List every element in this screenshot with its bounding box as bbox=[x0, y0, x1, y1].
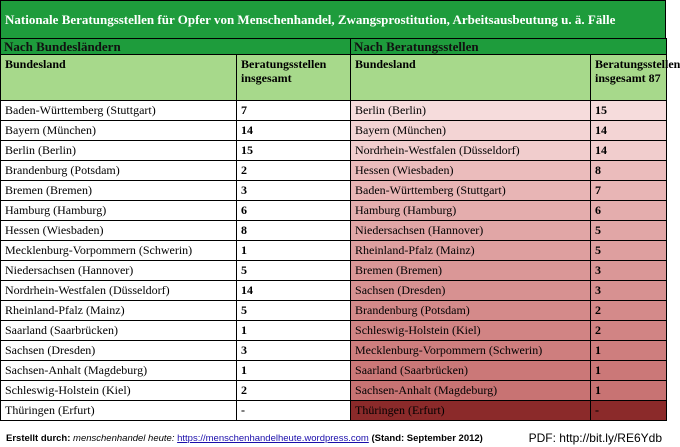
table-body bbox=[1, 101, 667, 421]
left-state-cell: Berlin (Berlin) bbox=[1, 141, 237, 161]
table-row bbox=[1, 221, 667, 241]
footer bbox=[0, 432, 666, 447]
left-count-cell: 5 bbox=[237, 301, 351, 321]
left-state-cell: Sachsen (Dresden) bbox=[1, 341, 237, 361]
left-count-cell: 7 bbox=[237, 101, 351, 121]
table-row bbox=[1, 381, 667, 401]
right-count-cell: 8 bbox=[591, 161, 667, 181]
table-row bbox=[1, 261, 667, 281]
right-count-cell: 2 bbox=[591, 301, 667, 321]
left-count-cell: - bbox=[237, 401, 351, 421]
right-state-cell: Rheinland-Pfalz (Mainz) bbox=[351, 241, 591, 261]
right-state-cell: Baden-Württemberg (Stuttgart) bbox=[351, 181, 591, 201]
right-count-cell: 14 bbox=[591, 121, 667, 141]
table-row bbox=[1, 321, 667, 341]
source-link[interactable]: https://menschenhandelheute.wordpress.com bbox=[177, 433, 369, 444]
left-state-cell: Mecklenburg-Vorpommern (Schwerin) bbox=[1, 241, 237, 261]
section-by-state: Nach Bundesländern bbox=[1, 39, 351, 55]
left-state-cell: Saarland (Saarbrücken) bbox=[1, 321, 237, 341]
table-row bbox=[1, 121, 667, 141]
left-state-cell: Schleswig-Holstein (Kiel) bbox=[1, 381, 237, 401]
right-state-cell: Sachsen (Dresden) bbox=[351, 281, 591, 301]
right-state-cell: Hamburg (Hamburg) bbox=[351, 201, 591, 221]
table-row bbox=[1, 201, 667, 221]
right-count-cell: 5 bbox=[591, 221, 667, 241]
left-state-cell: Baden-Württemberg (Stuttgart) bbox=[1, 101, 237, 121]
section-by-count: Nach Beratungsstellen bbox=[351, 39, 667, 55]
right-state-cell: Berlin (Berlin) bbox=[351, 101, 591, 121]
credit-source: menschenhandel heute: bbox=[73, 433, 175, 444]
right-count-cell: 1 bbox=[591, 341, 667, 361]
left-count-cell: 1 bbox=[237, 321, 351, 341]
left-state-cell: Nordrhein-Westfalen (Düsseldorf) bbox=[1, 281, 237, 301]
right-count-cell: 6 bbox=[591, 201, 667, 221]
left-state-cell: Rheinland-Pfalz (Mainz) bbox=[1, 301, 237, 321]
credit-line bbox=[6, 432, 483, 446]
left-state-cell: Brandenburg (Potsdam) bbox=[1, 161, 237, 181]
right-count-cell: 1 bbox=[591, 381, 667, 401]
right-state-cell: Bremen (Bremen) bbox=[351, 261, 591, 281]
left-col-count-header: Beratungsstellen insgesamt bbox=[237, 55, 351, 101]
right-count-cell: 2 bbox=[591, 321, 667, 341]
right-count-cell: 3 bbox=[591, 281, 667, 301]
right-state-cell: Schleswig-Holstein (Kiel) bbox=[351, 321, 591, 341]
table-row bbox=[1, 281, 667, 301]
left-count-cell: 15 bbox=[237, 141, 351, 161]
right-state-cell: Thüringen (Erfurt) bbox=[351, 401, 591, 421]
table-row bbox=[1, 161, 667, 181]
left-state-cell: Sachsen-Anhalt (Magdeburg) bbox=[1, 361, 237, 381]
right-count-cell: 7 bbox=[591, 181, 667, 201]
credit-label: Erstellt durch: bbox=[6, 433, 71, 444]
left-count-cell: 5 bbox=[237, 261, 351, 281]
right-count-cell: 3 bbox=[591, 261, 667, 281]
left-col-state-header: Bundesland bbox=[1, 55, 237, 101]
left-count-cell: 3 bbox=[237, 181, 351, 201]
right-state-cell: Nordrhein-Westfalen (Düsseldorf) bbox=[351, 141, 591, 161]
right-count-cell: 5 bbox=[591, 241, 667, 261]
right-col-count-header: Beratungsstellen insgesamt 87 bbox=[591, 55, 667, 101]
left-count-cell: 6 bbox=[237, 201, 351, 221]
left-state-cell: Niedersachsen (Hannover) bbox=[1, 261, 237, 281]
left-count-cell: 14 bbox=[237, 281, 351, 301]
left-count-cell: 14 bbox=[237, 121, 351, 141]
right-state-cell: Mecklenburg-Vorpommern (Schwerin) bbox=[351, 341, 591, 361]
right-state-cell: Niedersachsen (Hannover) bbox=[351, 221, 591, 241]
left-count-cell: 1 bbox=[237, 361, 351, 381]
left-count-cell: 2 bbox=[237, 161, 351, 181]
right-state-cell: Hessen (Wiesbaden) bbox=[351, 161, 591, 181]
table-row bbox=[1, 401, 667, 421]
right-state-cell: Brandenburg (Potsdam) bbox=[351, 301, 591, 321]
left-state-cell: Hessen (Wiesbaden) bbox=[1, 221, 237, 241]
right-state-cell: Saarland (Saarbrücken) bbox=[351, 361, 591, 381]
left-count-cell: 3 bbox=[237, 341, 351, 361]
stand-date: (Stand: September 2012) bbox=[371, 433, 483, 444]
table-title: Nationale Beratungsstellen für Opfer von Menschenhandel, Zwangsprostitution, Arbeitsausbeutung u. ä. Fälle bbox=[0, 0, 666, 38]
table-row bbox=[1, 341, 667, 361]
right-state-cell: Sachsen-Anhalt (Magdeburg) bbox=[351, 381, 591, 401]
right-count-cell: - bbox=[591, 401, 667, 421]
table-row bbox=[1, 361, 667, 381]
left-count-cell: 8 bbox=[237, 221, 351, 241]
left-state-cell: Thüringen (Erfurt) bbox=[1, 401, 237, 421]
left-state-cell: Bremen (Bremen) bbox=[1, 181, 237, 201]
left-count-cell: 1 bbox=[237, 241, 351, 261]
counseling-table bbox=[0, 38, 680, 421]
right-col-state-header: Bundesland bbox=[351, 55, 591, 101]
left-state-cell: Hamburg (Hamburg) bbox=[1, 201, 237, 221]
right-count-cell: 1 bbox=[591, 361, 667, 381]
table-row bbox=[1, 141, 667, 161]
table-row bbox=[1, 181, 667, 201]
left-count-cell: 2 bbox=[237, 381, 351, 401]
right-count-cell: 14 bbox=[591, 141, 667, 161]
right-state-cell: Bayern (München) bbox=[351, 121, 591, 141]
table-row bbox=[1, 241, 667, 261]
pdf-link[interactable]: PDF: http://bit.ly/RE6Ydb bbox=[528, 431, 662, 445]
table-row bbox=[1, 101, 667, 121]
right-count-cell: 15 bbox=[591, 101, 667, 121]
table-row bbox=[1, 301, 667, 321]
left-state-cell: Bayern (München) bbox=[1, 121, 237, 141]
